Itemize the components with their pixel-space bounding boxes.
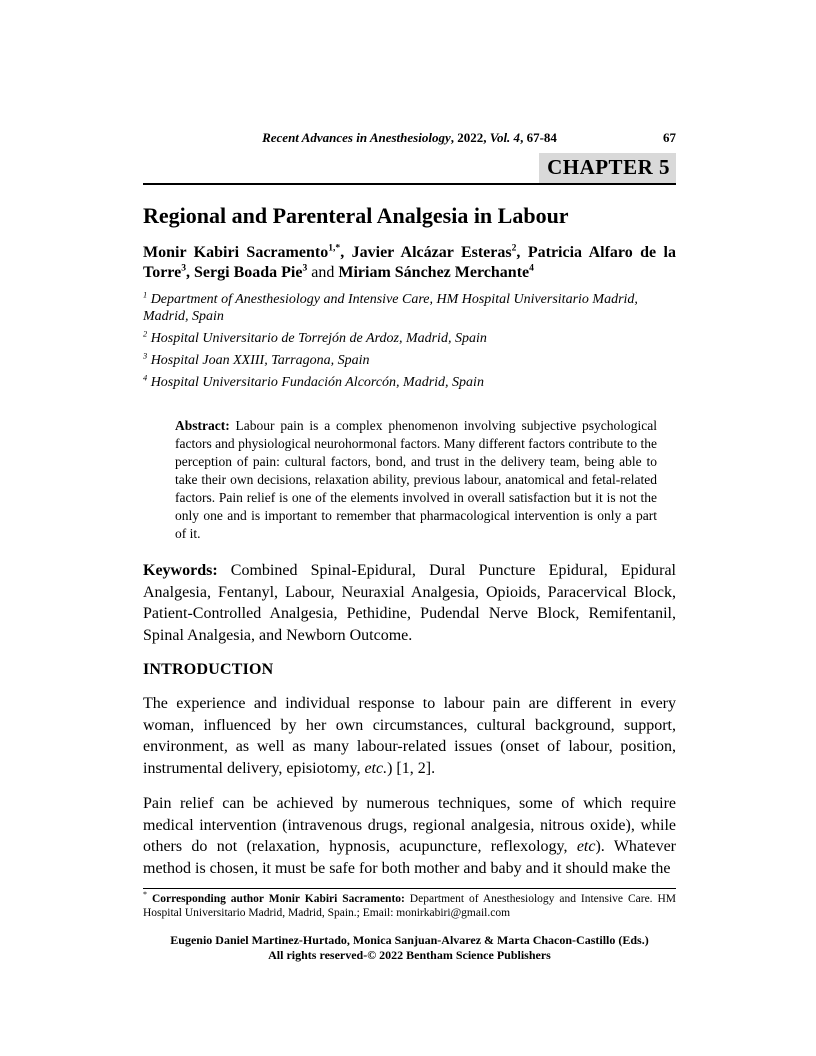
author-3: Patricia Alfaro de la Torre$^3$, xyxy=(143,244,677,281)
author-1-affiliation-mark: 1,* xyxy=(328,242,341,254)
abstract-label: Abstract: xyxy=(175,418,230,433)
author-5: Miriam Sánchez Merchante$^4$ xyxy=(338,262,534,281)
affiliation-4: $^4$ Hospital Universitario Fundación Alcorcón, Madrid, Spain xyxy=(143,373,484,390)
footnote-text: Department of Anesthesiology and Intensive Care. HM Hospital Universitario Madrid, Madrid, Spain.; Email: monirkabiri@gmail.com xyxy=(143,893,677,919)
author-3-affiliation-mark: 3 xyxy=(181,262,187,274)
running-head xyxy=(143,130,676,146)
chapter-title: Regional and Parenteral Analgesia in Labour xyxy=(143,203,569,228)
affiliation-list xyxy=(143,291,676,391)
affiliation-1: $^1$ Department of Anesthesiology and Intensive Care, HM Hospital Universitario Madrid, Madrid, Spain xyxy=(143,290,638,324)
author-2-affiliation-mark: 2 xyxy=(511,242,517,254)
rights-line: All rights reserved-© 2022 Bentham Science Publishers xyxy=(268,948,551,962)
abstract-text: Labour pain is a complex phenomenon involving subjective psychological factors and physiological neurohormonal factors. Many different factors contribute to the perception of pain: cultural factors, bond, and trust in the delivery team, being able to take their own decisions, relaxation ability, previous labour, anatomical and fetal-related factors. Pain relief is one of the elements involved in overall satisfaction but it is not the only one and is important to remember that pharmacological intervention is only a part of it. xyxy=(175,418,657,541)
section-heading-introduction: INTRODUCTION xyxy=(143,661,274,678)
page-number: 67 xyxy=(663,130,676,145)
author-1: Monir Kabiri Sacramento$^{1,*}$, xyxy=(143,242,352,261)
volume-label: Vol. 4 xyxy=(489,130,521,145)
author-4: Sergi Boada Pie$^3$ xyxy=(194,262,308,281)
chapter-header-rule xyxy=(143,153,676,185)
paragraph-2: Pain relief can be achieved by numerous techniques, some of which require medical intervention (intravenous drugs, regional analgesia, nitrous oxide), while others do not (relaxation, hypnosis, acupuncture, reflexology, etc). Whatever method is chosen, it must be safe for both mother and baby and it should make the xyxy=(143,795,676,877)
keywords-label: Keywords: xyxy=(143,562,218,579)
affiliation-3: $^3$ Hospital Joan XXIII, Tarragona, Spain xyxy=(143,351,370,368)
corresponding-author-footnote xyxy=(143,888,676,920)
and-word: and xyxy=(307,264,339,281)
chapter-label: CHAPTER 5 xyxy=(539,153,676,183)
keywords xyxy=(143,560,676,646)
journal-title: Recent Advances in Anesthesiology xyxy=(262,130,451,145)
author-list xyxy=(143,243,676,283)
page-content xyxy=(143,0,676,963)
affiliation-2: $^2$ Hospital Universitario de Torrejón de Ardoz, Madrid, Spain xyxy=(143,329,487,346)
journal-reference: Recent Advances in Anesthesiology, 2022, Vol. 4, 67-84 xyxy=(262,130,557,145)
paragraph-1: The experience and individual response to labour pain are different in every woman, influenced by her own circumstances, cultural background, support, environment, as well as many labour-related issues (onset of labour, position, instrumental delivery, episiotomy, etc.) [1, 2]. xyxy=(143,695,676,777)
etc-italic: etc. xyxy=(364,759,388,777)
footnote-bold: Corresponding author Monir Kabiri Sacramento: xyxy=(147,893,405,905)
author-4-affiliation-mark: 3 xyxy=(302,262,308,274)
author-5-affiliation-mark: 4 xyxy=(529,262,534,274)
etc-italic: etc xyxy=(576,838,596,855)
editors-line: Eugenio Daniel Martinez-Hurtado, Monica Sanjuan-Alvarez & Marta Chacon-Castillo (Eds.) xyxy=(170,933,649,947)
abstract xyxy=(175,417,657,543)
footnote-asterisk: * xyxy=(143,890,148,900)
keywords-text: Combined Spinal-Epidural, Dural Puncture Epidural, Epidural Analgesia, Fentanyl, Labour, Neuraxial Analgesia, Opioids, Paracervical Block, Patient-Controlled Analgesia, Pethidine, Pudendal Nerve Block, Remifentanil, Spinal Analgesia, and Newborn Outcome. xyxy=(143,562,676,644)
publisher-footer xyxy=(143,933,676,963)
author-2: Javier Alcázar Esteras$^2$, xyxy=(351,242,528,261)
